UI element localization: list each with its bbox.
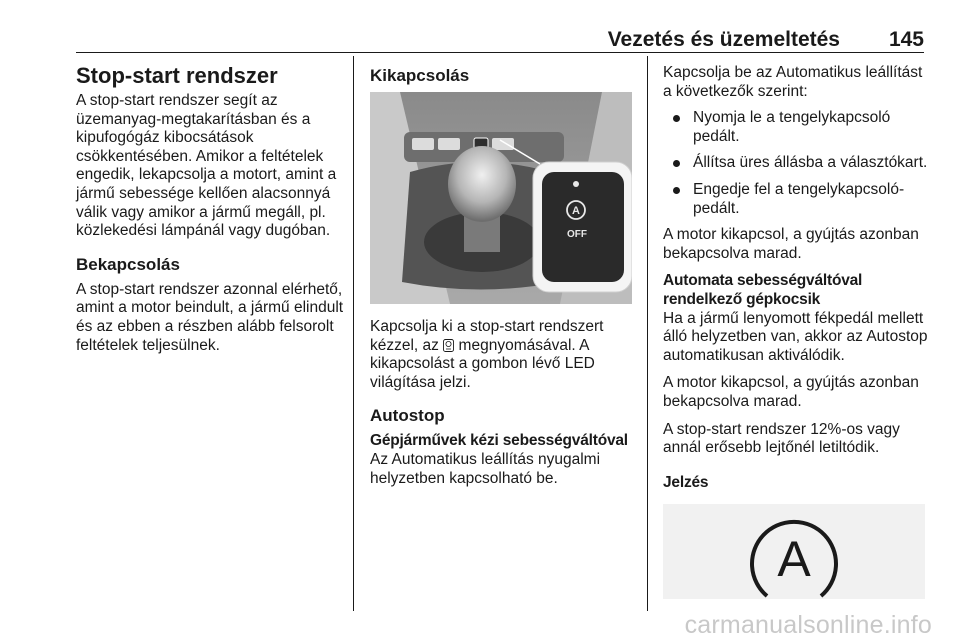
- console-photo: [370, 92, 632, 304]
- column-divider-1: [353, 56, 354, 611]
- slope-note: A stop-start rendszer 12%-os vagy annál erősebb lejtőnél letiltódik.: [663, 420, 900, 457]
- motor-off-note-2: A motor kikapcsol, a gyújtás azonban bekapcsolva marad.: [663, 374, 919, 410]
- column-3: [663, 64, 929, 599]
- disable-heading: Kikapcsolás: [370, 66, 470, 85]
- manual-transmission-heading: Gépjárművek kézi sebességváltóval: [370, 432, 628, 450]
- indicator-letter: A: [777, 531, 811, 588]
- autostop-heading: Autostop: [370, 406, 445, 426]
- autostop-indicator-figure: [663, 504, 925, 599]
- motor-off-note-1: A motor kikapcsol, a gyújtás azonban bekapcsolva marad.: [663, 226, 919, 262]
- page-header-title: Vezetés és üzemeltetés: [607, 28, 840, 51]
- list-item: Állítsa üres állásba a választókart.: [663, 154, 929, 173]
- automatic-transmission-paragraph: Ha a jármű lenyomott fékpedál mellett álló helyzetben van, akkor az Autostop automatikusan aktiválódik.: [663, 309, 928, 364]
- list-item: Nyomja le a tengelykapcsoló pedált.: [663, 109, 929, 146]
- automatic-transmission-heading: Automata sebességváltóval rendelkező gépkocsik: [663, 272, 863, 308]
- enable-heading: Bekapcsolás: [76, 254, 180, 274]
- manual-transmission-paragraph: Az Automatikus leállítás nyugalmi helyzetben kapcsolható be.: [370, 450, 601, 487]
- intro-paragraph: A stop-start rendszer segít az üzemanyag-megtakarításban és a kipufogógáz kibocsátások csökkentésében. Amikor a feltételek engedik, lekapcsolja a motort, amint a jármű sebessége kellően alacsonnyá válik vagy amikor a jármű megáll, pl. közlekedési lámpánál vagy dugóban.: [76, 92, 337, 240]
- autostop-lead: Kapcsolja be az Automatikus leállítást a következők szerint:: [663, 64, 923, 100]
- autostop-indicator-icon: [663, 504, 925, 599]
- svg-text:A: A: [572, 205, 580, 217]
- watermark: carmanualsonline.info: [684, 611, 932, 639]
- column-1: [76, 64, 344, 364]
- header-rule: [76, 52, 924, 53]
- disable-paragraph: [370, 318, 634, 392]
- off-button-label: OFF: [567, 229, 587, 240]
- disable-text-before: Kapcsolja ki a stop-start rendszert kézzel, az: [370, 318, 604, 354]
- column-divider-2: [647, 56, 648, 611]
- column-2: [370, 64, 634, 497]
- stop-start-button-icon: [443, 339, 454, 352]
- list-item: Engedje fel a tengelykapcsoló-pedált.: [663, 181, 929, 218]
- section-title: Stop-start rendszer: [76, 63, 278, 88]
- autostop-steps: [663, 109, 929, 218]
- enable-paragraph: A stop-start rendszer azonnal elérhető, amint a motor beindult, a jármű elindult és az ebben a részben alább felsorolt feltételek teljesülnek.: [76, 280, 344, 354]
- page-number: 145: [888, 28, 924, 51]
- disable-text-after: megnyomásával. A kikapcsolást a gombon lévő LED világítása jelzi.: [370, 336, 595, 391]
- signal-heading: Jelzés: [663, 473, 709, 491]
